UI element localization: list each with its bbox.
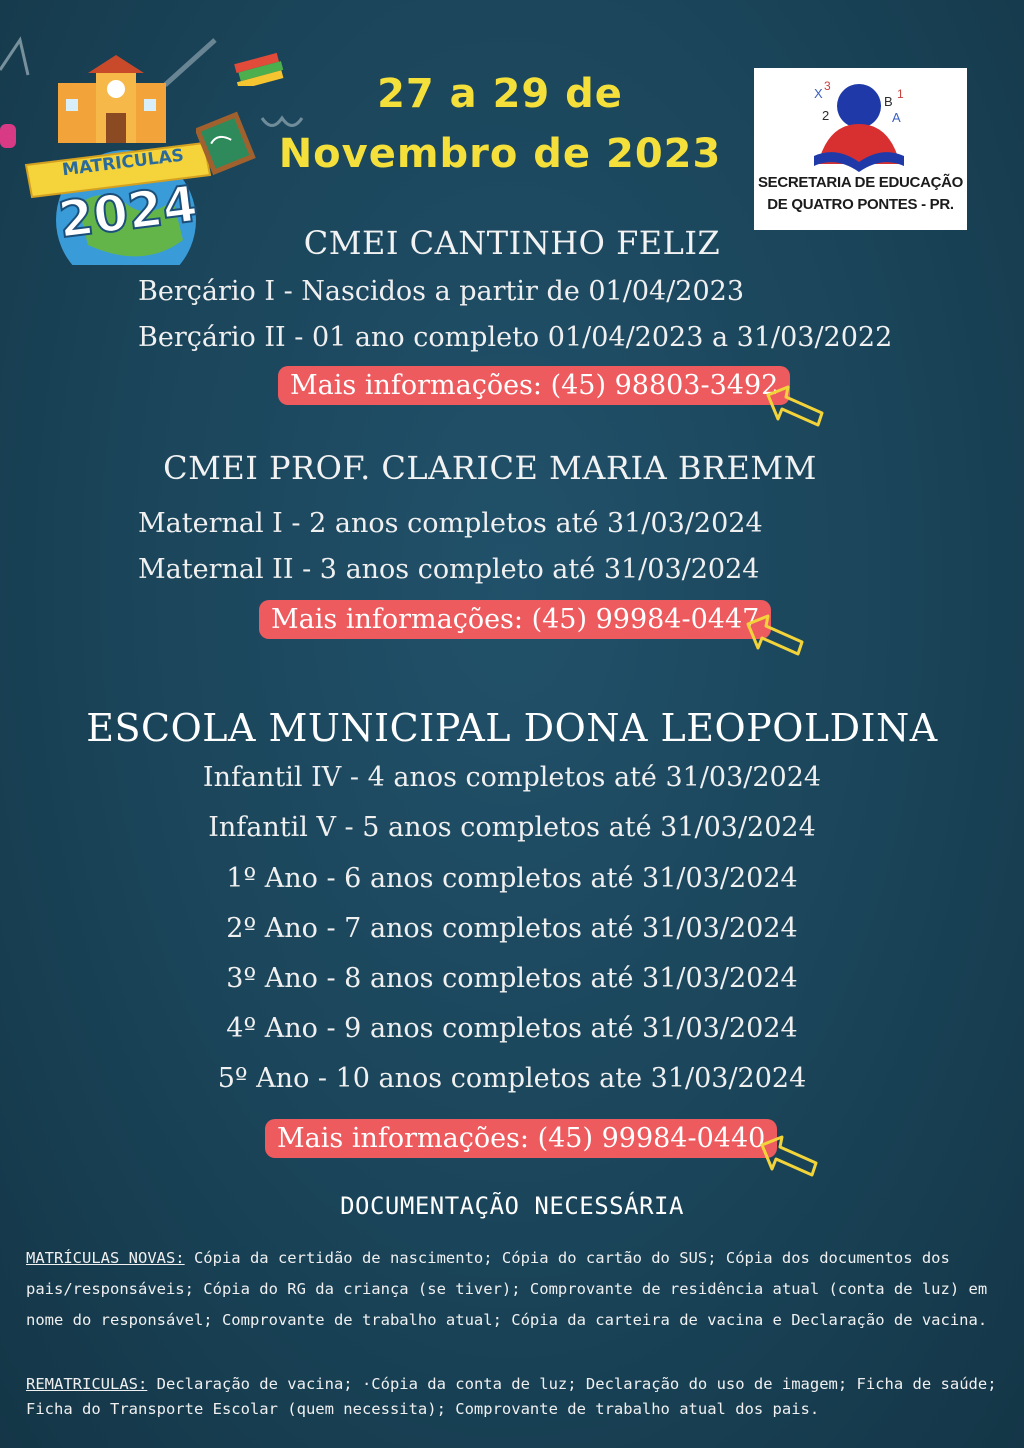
scissors-icon xyxy=(0,118,24,154)
row-ano-5: 5º Ano - 10 anos completos ate 31/03/2024 xyxy=(217,1063,807,1094)
row-ano-4: 4º Ano - 9 anos completos até 31/03/2024 xyxy=(226,1013,798,1044)
info-phone-escola[interactable]: Mais informações: (45) 99984-0440 xyxy=(265,1119,777,1158)
logo-glyph-3: 3 xyxy=(824,79,831,93)
date-line-1: 27 a 29 de xyxy=(377,71,623,117)
row-bercario-2: Berçário II - 01 ano completo 01/04/2023 a 31/03/2022 xyxy=(138,322,893,353)
badge-banner-text: MATRICULAS xyxy=(61,145,185,181)
section-title-escola-leopoldina: ESCOLA MUNICIPAL DONA LEOPOLDINA xyxy=(86,706,938,750)
row-bercario-1: Berçário I - Nascidos a partir de 01/04/2023 xyxy=(138,276,744,307)
badge-year-text: 2024 xyxy=(55,174,201,250)
row-ano-3: 3º Ano - 8 anos completos até 31/03/2024 xyxy=(226,963,798,994)
pointing-arrow-icon xyxy=(744,614,806,658)
novas-label: MATRÍCULAS NOVAS: xyxy=(26,1249,185,1267)
logo-glyph-a: A xyxy=(892,110,901,125)
logo-text xyxy=(754,172,967,216)
logo-line-1: SECRETARIA DE EDUCAÇÃO xyxy=(757,174,964,191)
logo-glyph-2: 2 xyxy=(822,108,830,123)
documentation-title: DOCUMENTAÇÃO NECESSÁRIA xyxy=(340,1192,684,1220)
row-maternal-1: Maternal I - 2 anos completos até 31/03/2024 xyxy=(138,508,763,539)
info-phone-cantinho[interactable]: Mais informações: (45) 98803-3492 xyxy=(278,366,790,405)
row-infantil-5: Infantil V - 5 anos completos até 31/03/2024 xyxy=(208,812,816,843)
secretaria-logo xyxy=(754,68,967,230)
info-phone-clarice[interactable]: Mais informações: (45) 99984-0447 xyxy=(259,600,771,639)
section-title-clarice-bremm: CMEI PROF. CLARICE MARIA BREMM xyxy=(163,449,817,487)
row-ano-1: 1º Ano - 6 anos completos até 31/03/2024 xyxy=(226,863,798,894)
date-line-2: Novembro de 2023 xyxy=(278,131,722,177)
section-title-cantinho-feliz: CMEI CANTINHO FELIZ xyxy=(303,224,721,262)
rematriculas-label: REMATRICULAS: xyxy=(26,1375,148,1393)
rematriculas-text: Declaração de vacina; ·Cópia da conta de luz; Declaração do uso de imagem; Ficha de saúde; Ficha do Transporte Escolar (quem necessita); Comprovante de trabalho atual dos pais. xyxy=(26,1375,997,1418)
pointing-arrow-icon xyxy=(764,385,826,429)
documentation-rematriculas xyxy=(26,1372,1001,1422)
logo-glyph-1: 1 xyxy=(897,87,904,101)
pointing-arrow-icon xyxy=(758,1135,820,1179)
novas-text: Cópia da certidão de nascimento; Cópia do cartão do SUS; Cópia dos documentos dos pais/responsáveis; Cópia do RG da criança (se tiver); Comprovante de residência atual (conta de luz) em nome do responsável; Comprovante de trabalho atual; Cópia da carteira de vacina e Declaração de vacina. xyxy=(26,1249,988,1329)
row-maternal-2: Maternal II - 3 anos completo até 31/03/2024 xyxy=(138,554,760,585)
reading-child-icon xyxy=(804,76,914,172)
row-infantil-4: Infantil IV - 4 anos completos até 31/03/2024 xyxy=(202,762,822,793)
logo-glyph-b: B xyxy=(884,94,893,109)
logo-glyph-x: X xyxy=(814,86,823,101)
row-ano-2: 2º Ano - 7 anos completos até 31/03/2024 xyxy=(226,913,798,944)
documentation-novas xyxy=(26,1243,1001,1336)
logo-line-2: DE QUATRO PONTES - PR. xyxy=(767,196,954,213)
